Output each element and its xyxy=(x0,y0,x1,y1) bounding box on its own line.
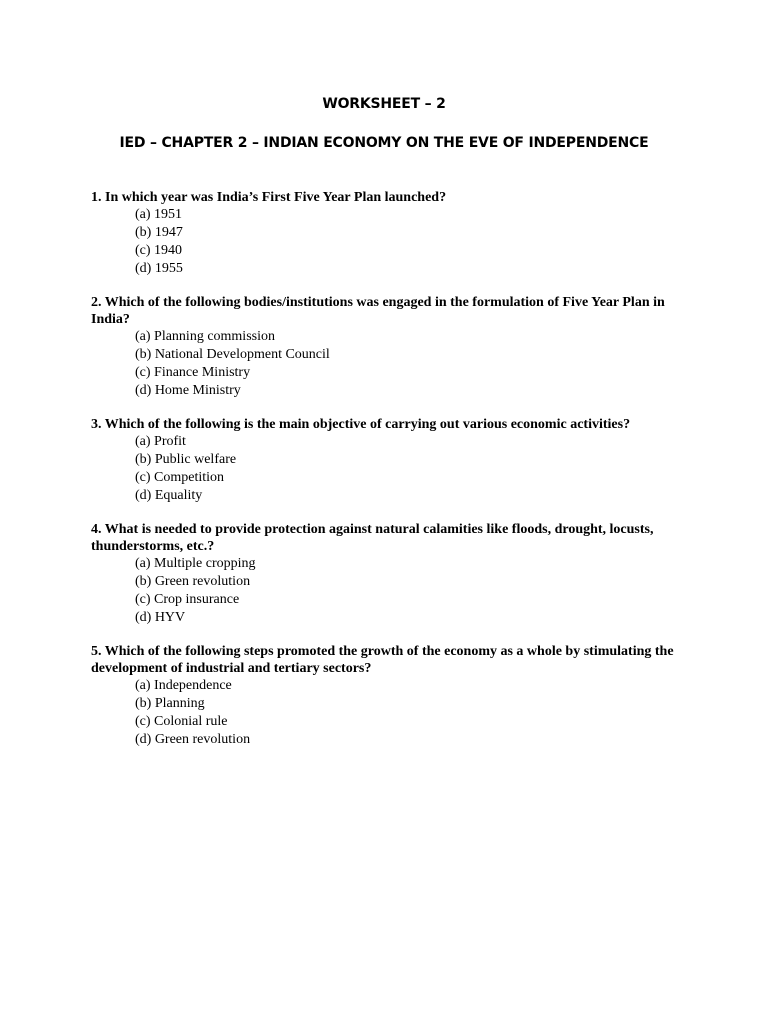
question-list xyxy=(91,189,691,765)
question-4 xyxy=(91,521,691,627)
option-list xyxy=(91,677,691,749)
option: (b) Green revolution xyxy=(135,574,251,589)
option: (b) 1947 xyxy=(135,225,183,240)
option: (d) Green revolution xyxy=(135,732,251,747)
question-3 xyxy=(91,416,691,505)
question-2 xyxy=(91,294,691,400)
option: (c) Competition xyxy=(135,470,225,485)
question-text: 4. What is needed to provide protection against natural calamities like floods, drought, locusts, thunderstorms, etc.? xyxy=(91,522,654,554)
option-list xyxy=(91,555,691,627)
option-list xyxy=(91,328,691,400)
option: (b) Public welfare xyxy=(135,452,237,467)
option: (c) Crop insurance xyxy=(135,592,240,607)
option: (c) Finance Ministry xyxy=(135,365,251,380)
question-1 xyxy=(91,189,691,278)
option: (a) Profit xyxy=(135,434,186,449)
question-text: 2. Which of the following bodies/institutions was engaged in the formulation of Five Year Plan in India? xyxy=(91,295,665,327)
option: (d) HYV xyxy=(135,610,186,625)
question-text: 3. Which of the following is the main objective of carrying out various economic activities? xyxy=(91,417,631,432)
option: (a) Planning commission xyxy=(135,329,275,344)
option: (a) Multiple cropping xyxy=(135,556,256,571)
option: (b) National Development Council xyxy=(135,347,330,362)
option: (b) Planning xyxy=(135,696,205,711)
chapter-title: IED – CHAPTER 2 – INDIAN ECONOMY ON THE EVE OF INDEPENDENCE xyxy=(119,135,649,151)
worksheet-title: WORKSHEET – 2 xyxy=(322,96,446,112)
option: (c) Colonial rule xyxy=(135,714,228,729)
option-list xyxy=(91,433,691,505)
question-text: 5. Which of the following steps promoted the growth of the economy as a whole by stimulating the development of industrial and tertiary sectors? xyxy=(91,644,674,676)
option: (c) 1940 xyxy=(135,243,183,258)
option: (d) Home Ministry xyxy=(135,383,241,398)
option-list xyxy=(91,206,691,278)
option: (d) 1955 xyxy=(135,261,183,276)
option: (a) 1951 xyxy=(135,207,183,222)
option: (a) Independence xyxy=(135,678,232,693)
question-text: 1. In which year was India’s First Five Year Plan launched? xyxy=(91,190,447,205)
question-5 xyxy=(91,643,691,749)
option: (d) Equality xyxy=(135,488,203,503)
